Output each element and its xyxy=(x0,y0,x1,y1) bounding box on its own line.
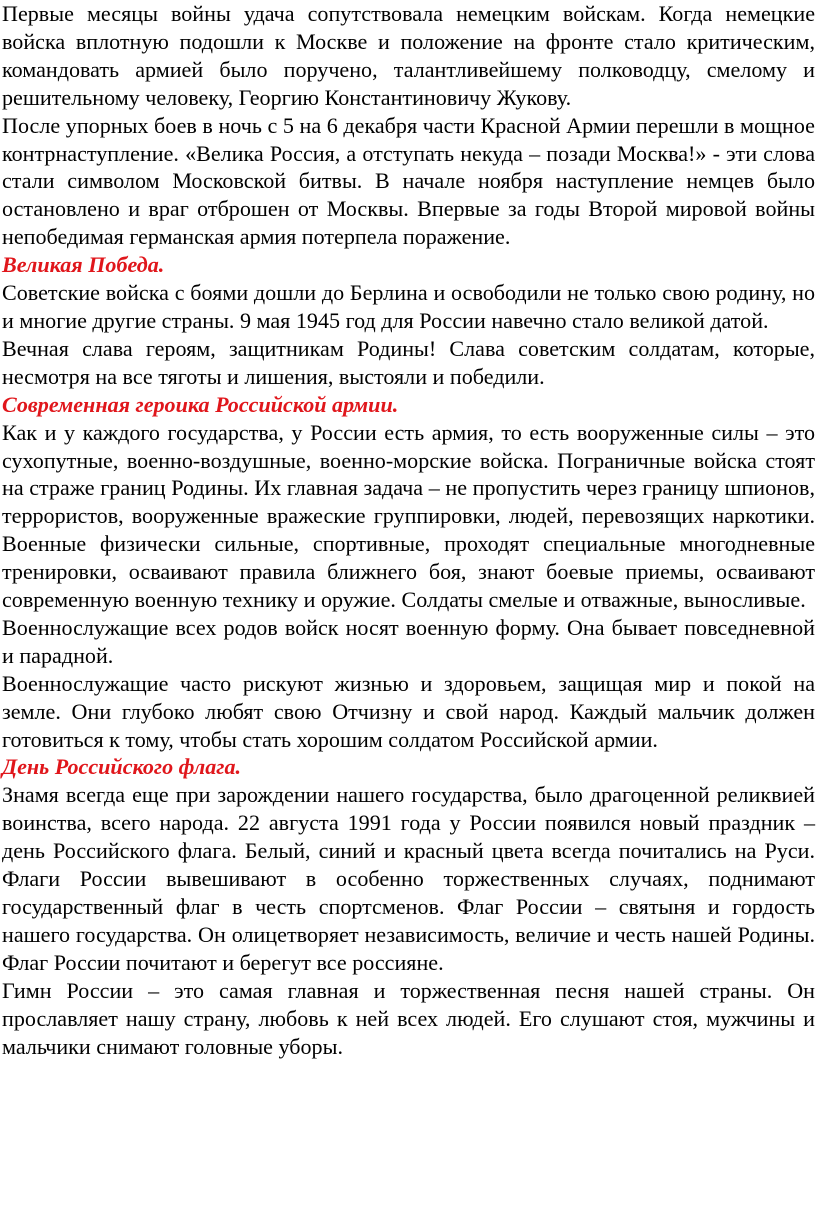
paragraph-anthem: Гимн России – это самая главная и торжественная песня нашей страны. Он прославляет нашу страну, любовь к ней всех людей. Его слушают стоя, мужчины и мальчики снимают головные уборы. xyxy=(2,977,815,1059)
paragraph-berlin: Советские войска с боями дошли до Берлина и освободили не только свою родину, но и многие другие страны. 9 мая 1945 год для России навечно стало великой датой. xyxy=(2,280,815,333)
paragraph-eternal-glory: Вечная слава героям, защитникам Родины! Слава советским солдатам, которые, несмотря на все тяготы и лишения, выстояли и победили. xyxy=(2,335,815,389)
paragraph-servicemen: Военнослужащие часто рискуют жизнью и здоровьем, защищая мир и покой на земле. Они глубоко любят свою Отчизну и свой народ. Каждый мальчик должен готовиться к тому, чтобы стать хорошим солдатом Российской армии. xyxy=(2,670,815,752)
heading-great-victory: Великая Победа. xyxy=(2,252,165,278)
paragraph-moscow-defense: Первые месяцы войны удача сопутствовала немецким войскам. Когда немецкие войска вплотную подошли к Москве и положение на фронте стало критическим, командовать армией было поручено, талантливейшему полководцу, смелому и решительному человеку, Георгию Константиновичу Жукову. xyxy=(2,1,815,110)
heading-flag-day: День Российского флага. xyxy=(2,754,242,780)
paragraph-uniform: Военнослужащие всех родов войск носят военную форму. Она бывает повседневной и парадной. xyxy=(2,614,815,668)
paragraph-counteroffensive: После упорных боев в ночь с 5 на 6 декабря части Красной Армии перешли в мощное контрнаступление. «Велика Россия, а отступать некуда – позади Москва!» - эти слова стали символом Московской битвы. В начале ноября наступление немцев было остановлено и враг отброшен от Москвы. Впервые за годы Второй мировой войны непобедимая германская армия потерпела поражение. xyxy=(2,112,815,250)
heading-modern-heroism: Современная героика Российской армии. xyxy=(2,391,399,417)
paragraph-flag: Знамя всегда еще при зарождении нашего государства, было драгоценной реликвией воинства, всего народа. 22 августа 1991 года у России появился новый праздник – день Российского флага. Белый, синий и красный цвета всегда почитались на Руси. Флаги России вывешивают в особенно торжественных случаях, поднимают государственный флаг в честь спортсменов. Флаг России – святыня и гордость нашего государства. Он олицетворяет независимость, величие и честь нашей Родины. Флаг России почитают и берегут все россияне. xyxy=(2,782,815,975)
paragraph-armed-forces: Как и у каждого государства, у России есть армия, то есть вооруженные силы – это сухопутные, военно-воздушные, военно-морские войска. Пограничные войска стоят на страже границ Родины. Их главная задача – не пропустить через границу шпионов, террористов, вооруженные вражеские группировки, людей, перевозящих наркотики. Военные физически сильные, спортивные, проходят специальные многодневные тренировки, осваивают правила ближнего боя, знают боевые приемы, осваивают современную военную технику и оружие. Солдаты смелые и отважные, выносливые. xyxy=(2,419,815,613)
